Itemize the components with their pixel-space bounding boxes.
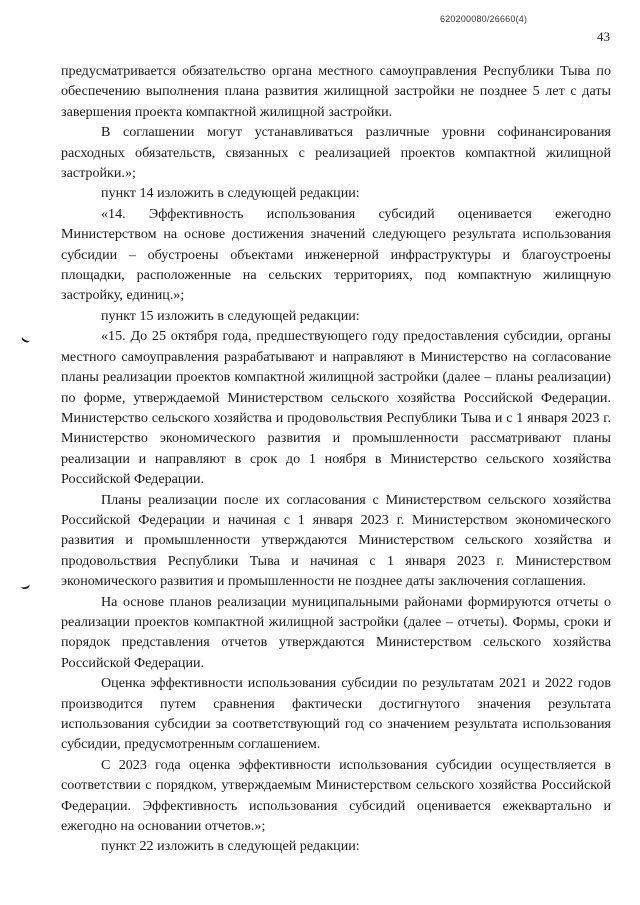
paragraph: В соглашении могут устанавливаться различные уровни софинансирования расходных обязательств, связанных с реализацией проектов компактной жилищной застройки.»; bbox=[61, 124, 611, 182]
paragraph: С 2023 года оценка эффективности использования субсидии осуществляется в соответствии с порядком, утверждаемым Министерством сельского хозяйства Российской Федерации. Эффективность использования субсидий оценивается ежеквартально и ежегодно на основании отчетов.»; bbox=[61, 756, 611, 835]
paragraph: «15. До 25 октября года, предшествующего году предоставления субсидии, органы местного самоуправления разрабатывают и направляют в Министерство на согласование планы реализации проектов компактной жилищной застройки (далее – планы реализации) по форме, утверждаемой Министерством сельского хозяйства Российской Федерации. Министерство сельского хозяйства и продовольствия Республики Тыва и с 1 января 2023 г. Министерство экономического развития и промышленности рассматривают планы реализации и направляют в срок до 1 ноября в Министерство сельского хозяйства Российской Федерации. bbox=[61, 328, 611, 488]
page-number: 43 bbox=[597, 29, 610, 44]
document-id: 620200080/26660(4) bbox=[440, 14, 528, 24]
paragraph: Оценка эффективности использования субсидии по результатам 2021 и 2022 годов производится путем сравнения фактически достигнутого значения результата использования субсидии за соответствующий год со значением результата использования субсидии, предусмотренным соглашением. bbox=[61, 675, 611, 753]
paragraph: пункт 14 изложить в следующей редакции: bbox=[101, 185, 360, 202]
paragraph: предусматривается обязательство органа местного самоуправления Республики Тыва по обеспечению выполнения плана развития жилищной застройки не позднее 5 лет с даты завершения проекта компактной жилищной застройки. bbox=[61, 63, 611, 120]
margin-pen-mark bbox=[21, 583, 31, 590]
paragraph: Планы реализации после их согласования с Министерством сельского хозяйства Российской Федерации и начиная с 1 января 2023 г. Министерством экономического развития и промышленности утверждаются Министерством сельского хозяйства и продовольствия Республики Тыва и начиная с 1 января 2023 г. Министерством экономического развития и промышленности не позднее даты заключения соглашения. bbox=[61, 491, 611, 590]
paragraph: «14. Эффективность использования субсидий оценивается ежегодно Министерством на основе достижения значений следующего результата использования субсидии – обустроены объектами инженерной инфраструктуры и благоустроены площадки, расположенные на сельских территориях, под компактную жилищную застройку, единиц.»; bbox=[61, 205, 611, 304]
paragraph: На основе планов реализации муниципальными районами формируются отчеты о реализации проектов компактной жилищной застройки (далее – отчеты). Формы, сроки и порядок представления отчетов утверждаются Министерством сельского хозяйства Российской Федерации. bbox=[61, 593, 611, 671]
document-body bbox=[61, 61, 611, 857]
margin-pen-mark bbox=[20, 335, 30, 344]
paragraph: пункт 15 изложить в следующей редакции: bbox=[101, 307, 360, 324]
paragraph: пункт 22 изложить в следующей редакции: bbox=[101, 838, 360, 855]
